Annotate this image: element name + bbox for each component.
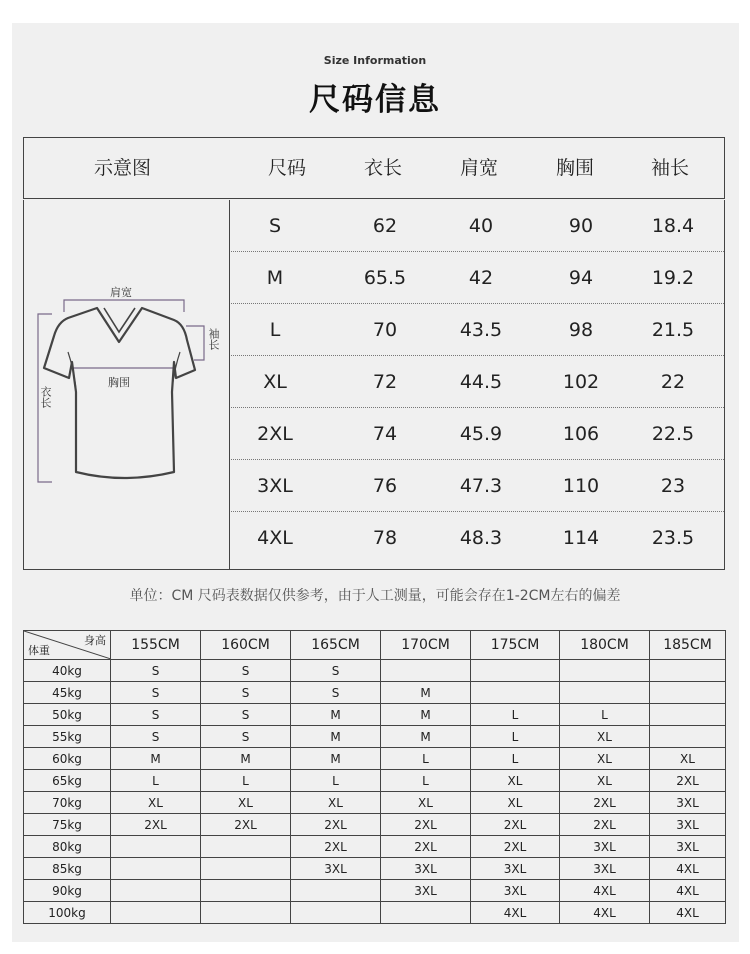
- recommended-size-cell: [471, 660, 560, 682]
- weight-cell: 75kg: [24, 814, 111, 836]
- recommended-size-cell: [650, 704, 726, 726]
- recommended-size-cell: 2XL: [201, 814, 291, 836]
- shirt-outline: [44, 308, 195, 478]
- height-header: 165CM: [291, 631, 381, 660]
- recommended-size-cell: 3XL: [650, 814, 726, 836]
- size-row: [231, 356, 724, 408]
- size-row: [231, 252, 724, 304]
- size-cell: L: [269, 319, 281, 341]
- recommended-size-cell: S: [201, 682, 291, 704]
- recommended-size-cell: [560, 682, 650, 704]
- recommended-size-cell: [650, 682, 726, 704]
- height-header: 185CM: [650, 631, 726, 660]
- table-row: [24, 902, 726, 924]
- recommended-size-cell: [650, 726, 726, 748]
- size-table-body: [23, 200, 725, 570]
- recommended-size-cell: 4XL: [650, 902, 726, 924]
- chest-cell: 94: [568, 267, 594, 289]
- weight-cell: 45kg: [24, 682, 111, 704]
- recommended-size-cell: S: [291, 660, 381, 682]
- recommended-size-cell: [111, 858, 201, 880]
- header-shoulder: 肩宽: [460, 157, 499, 179]
- recommended-size-cell: [291, 880, 381, 902]
- shoulder-guide: [64, 300, 184, 312]
- recommended-size-cell: XL: [560, 748, 650, 770]
- weight-cell: 55kg: [24, 726, 111, 748]
- length-label: 衣长: [39, 386, 52, 408]
- recommendation-rows: [24, 660, 726, 924]
- shoulder-cell: 48.3: [459, 527, 503, 549]
- recommended-size-cell: 3XL: [471, 858, 560, 880]
- recommended-size-cell: S: [291, 682, 381, 704]
- length-cell: 72: [372, 371, 398, 393]
- recommended-size-cell: L: [381, 770, 471, 792]
- recommended-size-cell: 3XL: [560, 836, 650, 858]
- recommended-size-cell: XL: [471, 792, 560, 814]
- recommended-size-cell: [111, 902, 201, 924]
- recommended-size-cell: [111, 880, 201, 902]
- recommended-size-cell: S: [111, 704, 201, 726]
- chest-cell: 114: [562, 527, 600, 549]
- recommended-size-cell: 2XL: [471, 836, 560, 858]
- recommended-size-cell: [381, 902, 471, 924]
- table-row: [24, 792, 726, 814]
- recommended-size-cell: M: [381, 726, 471, 748]
- recommended-size-cell: [291, 902, 381, 924]
- recommended-size-cell: 3XL: [381, 880, 471, 902]
- recommended-size-cell: 2XL: [111, 814, 201, 836]
- recommended-size-cell: XL: [650, 748, 726, 770]
- table-row: [24, 660, 726, 682]
- corner-cell: [24, 631, 111, 660]
- recommended-size-cell: [201, 858, 291, 880]
- chest-label: 胸围: [108, 376, 130, 389]
- recommended-size-cell: 2XL: [650, 770, 726, 792]
- weight-cell: 80kg: [24, 836, 111, 858]
- table-row: [24, 726, 726, 748]
- chest-cell: 106: [562, 423, 600, 445]
- table-header-row: [24, 631, 726, 660]
- recommended-size-cell: [111, 836, 201, 858]
- height-header: 155CM: [111, 631, 201, 660]
- recommended-size-cell: 4XL: [650, 858, 726, 880]
- weight-cell: 50kg: [24, 704, 111, 726]
- recommended-size-cell: 4XL: [650, 880, 726, 902]
- shoulder-cell: 40: [468, 215, 494, 237]
- length-cell: 76: [372, 475, 398, 497]
- weight-cell: 65kg: [24, 770, 111, 792]
- recommended-size-cell: 3XL: [650, 836, 726, 858]
- height-header: 180CM: [560, 631, 650, 660]
- recommended-size-cell: 4XL: [471, 902, 560, 924]
- recommended-size-cell: M: [291, 748, 381, 770]
- recommended-size-cell: 2XL: [381, 814, 471, 836]
- header-chest: 胸围: [556, 157, 595, 179]
- recommended-size-cell: XL: [111, 792, 201, 814]
- page-title: 尺码信息: [309, 82, 441, 118]
- size-row: [231, 460, 724, 512]
- recommended-size-cell: XL: [381, 792, 471, 814]
- shoulder-cell: 47.3: [459, 475, 503, 497]
- height-header: 175CM: [471, 631, 560, 660]
- recommended-size-cell: XL: [291, 792, 381, 814]
- sleeve-cell: 18.4: [651, 215, 695, 237]
- size-recommendation-table: [23, 630, 726, 924]
- recommended-size-cell: 3XL: [471, 880, 560, 902]
- shoulder-label: 肩宽: [110, 286, 132, 299]
- recommended-size-cell: 3XL: [291, 858, 381, 880]
- weight-cell: 60kg: [24, 748, 111, 770]
- height-header: 160CM: [201, 631, 291, 660]
- recommended-size-cell: 4XL: [560, 880, 650, 902]
- length-cell: 62: [372, 215, 398, 237]
- recommended-size-cell: 3XL: [560, 858, 650, 880]
- shoulder-cell: 43.5: [459, 319, 503, 341]
- recommended-size-cell: L: [560, 704, 650, 726]
- measurement-note: 单位：CM 尺码表数据仅供参考，由于人工测量，可能会存在1-2CM左右的偏差: [129, 588, 621, 604]
- shoulder-cell: 45.9: [459, 423, 503, 445]
- sleeve-cell: 22: [660, 371, 686, 393]
- table-row: [24, 682, 726, 704]
- recommended-size-cell: M: [291, 704, 381, 726]
- recommended-size-cell: 3XL: [650, 792, 726, 814]
- recommended-size-cell: 2XL: [381, 836, 471, 858]
- recommended-size-cell: M: [201, 748, 291, 770]
- page-subtitle: Size Information: [323, 54, 427, 67]
- recommended-size-cell: XL: [471, 770, 560, 792]
- weight-cell: 90kg: [24, 880, 111, 902]
- recommended-size-cell: S: [111, 726, 201, 748]
- size-cell: XL: [263, 371, 287, 393]
- recommended-size-cell: XL: [560, 770, 650, 792]
- size-row: [231, 408, 724, 460]
- size-table-header: [23, 137, 725, 199]
- size-row: [231, 200, 724, 252]
- corner-weight-label: 体重: [28, 644, 50, 657]
- recommended-size-cell: M: [291, 726, 381, 748]
- recommended-size-cell: S: [201, 704, 291, 726]
- table-row: [24, 704, 726, 726]
- recommended-size-cell: [471, 682, 560, 704]
- shoulder-cell: 44.5: [459, 371, 503, 393]
- recommended-size-cell: L: [291, 770, 381, 792]
- chest-cell: 98: [568, 319, 594, 341]
- sleeve-cell: 21.5: [651, 319, 695, 341]
- table-row: [24, 814, 726, 836]
- recommended-size-cell: [650, 660, 726, 682]
- recommended-size-cell: [201, 836, 291, 858]
- chest-cell: 102: [562, 371, 600, 393]
- recommended-size-cell: 4XL: [560, 902, 650, 924]
- shoulder-cell: 42: [468, 267, 494, 289]
- length-cell: 65.5: [363, 267, 407, 289]
- recommended-size-cell: [381, 660, 471, 682]
- length-cell: 70: [372, 319, 398, 341]
- length-cell: 78: [372, 527, 398, 549]
- recommended-size-cell: 2XL: [291, 814, 381, 836]
- recommended-size-cell: M: [111, 748, 201, 770]
- sleeve-label: 袖长: [207, 328, 220, 350]
- recommended-size-cell: S: [201, 726, 291, 748]
- recommended-size-cell: [201, 902, 291, 924]
- tshirt-diagram: [24, 200, 230, 569]
- table-row: [24, 858, 726, 880]
- recommended-size-cell: 2XL: [560, 792, 650, 814]
- recommended-size-cell: M: [381, 682, 471, 704]
- corner-height-label: 身高: [84, 634, 106, 647]
- weight-cell: 100kg: [24, 902, 111, 924]
- recommended-size-cell: L: [201, 770, 291, 792]
- header-size: 尺码: [268, 157, 307, 179]
- recommended-size-cell: 3XL: [381, 858, 471, 880]
- size-cell: 4XL: [257, 527, 293, 549]
- size-cell: 2XL: [257, 423, 293, 445]
- table-row: [24, 770, 726, 792]
- recommended-size-cell: L: [381, 748, 471, 770]
- recommended-size-cell: L: [471, 704, 560, 726]
- recommended-size-cell: [201, 880, 291, 902]
- size-cell: 3XL: [257, 475, 293, 497]
- weight-cell: 70kg: [24, 792, 111, 814]
- recommended-size-cell: L: [471, 726, 560, 748]
- recommended-size-cell: 2XL: [471, 814, 560, 836]
- chest-cell: 110: [562, 475, 600, 497]
- recommended-size-cell: [560, 660, 650, 682]
- weight-cell: 85kg: [24, 858, 111, 880]
- size-row: [231, 304, 724, 356]
- header-length: 衣长: [364, 157, 403, 179]
- recommended-size-cell: S: [111, 682, 201, 704]
- recommended-size-cell: 2XL: [291, 836, 381, 858]
- recommended-size-cell: L: [111, 770, 201, 792]
- length-cell: 74: [372, 423, 398, 445]
- recommended-size-cell: S: [111, 660, 201, 682]
- recommended-size-cell: S: [201, 660, 291, 682]
- sleeve-cell: 22.5: [651, 423, 695, 445]
- header-diagram: 示意图: [94, 157, 152, 179]
- sleeve-cell: 23: [660, 475, 686, 497]
- table-row: [24, 748, 726, 770]
- sleeve-cell: 23.5: [651, 527, 695, 549]
- size-row: [231, 512, 724, 568]
- sleeve-cell: 19.2: [651, 267, 695, 289]
- size-cell: S: [268, 215, 282, 237]
- table-row: [24, 836, 726, 858]
- header-sleeve: 袖长: [651, 157, 690, 179]
- recommended-size-cell: 2XL: [560, 814, 650, 836]
- recommended-size-cell: L: [471, 748, 560, 770]
- recommended-size-cell: M: [381, 704, 471, 726]
- table-row: [24, 880, 726, 902]
- recommended-size-cell: XL: [201, 792, 291, 814]
- weight-cell: 40kg: [24, 660, 111, 682]
- height-header: 170CM: [381, 631, 471, 660]
- size-cell: M: [266, 267, 284, 289]
- chest-cell: 90: [568, 215, 594, 237]
- recommended-size-cell: XL: [560, 726, 650, 748]
